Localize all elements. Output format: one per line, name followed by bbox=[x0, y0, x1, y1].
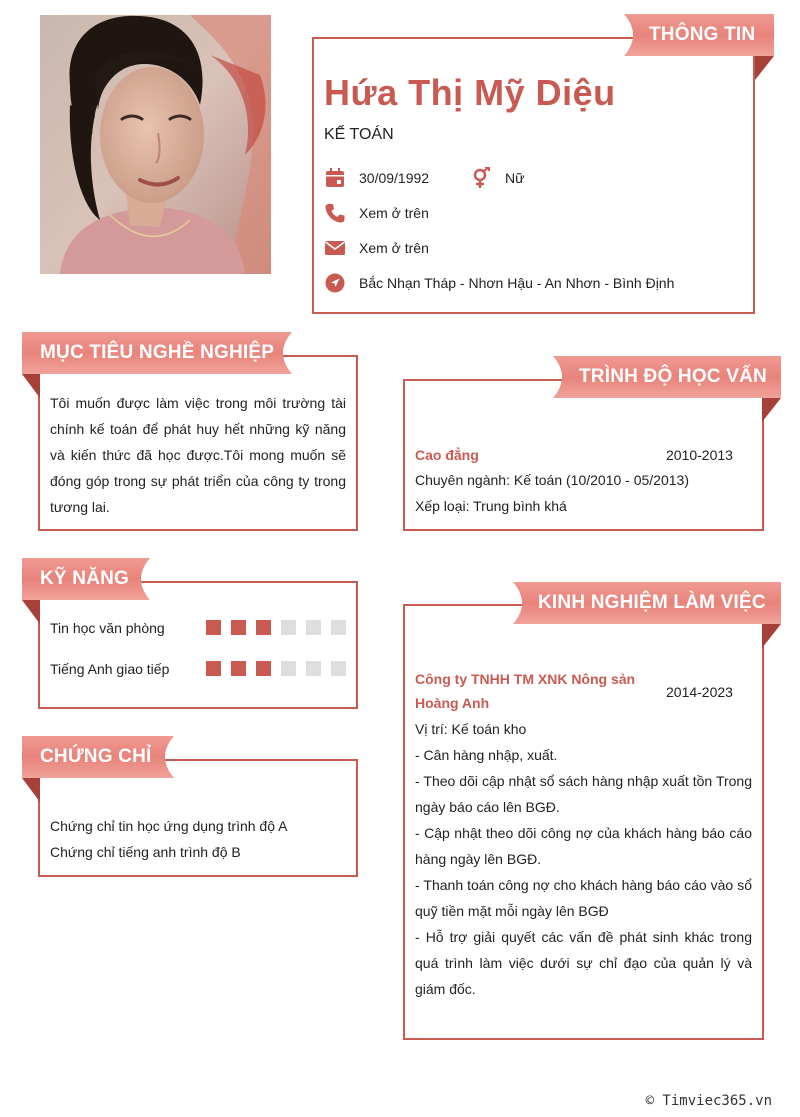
email-value: Xem ở trên bbox=[359, 240, 429, 256]
certificates-section-ribbon bbox=[22, 736, 174, 784]
skill-level-empty bbox=[281, 661, 296, 676]
profile-photo bbox=[40, 15, 271, 274]
education-grade: Xếp loại: Trung bình khá bbox=[415, 498, 567, 514]
skills-section-title: KỸ NĂNG bbox=[40, 568, 130, 589]
education-school: Cao đẳng bbox=[415, 447, 479, 463]
certificates-section-title: CHỨNG CHỈ bbox=[40, 746, 152, 767]
skill-level-empty bbox=[306, 620, 321, 635]
birthday-row bbox=[324, 167, 429, 189]
objective-section-title: MỤC TIÊU NGHỀ NGHIỆP bbox=[40, 342, 275, 363]
skill-level-filled bbox=[231, 620, 246, 635]
address-row bbox=[324, 272, 674, 294]
candidate-name: Hứa Thị Mỹ Diệu bbox=[324, 72, 616, 113]
phone-icon bbox=[324, 202, 346, 224]
experience-position: Vị trí: Kế toán kho bbox=[415, 721, 527, 737]
skill-level-empty bbox=[331, 661, 346, 676]
skill-label: Tiếng Anh giao tiếp bbox=[50, 661, 170, 677]
experience-company-line1: Công ty TNHH TM XNK Nông sản bbox=[415, 671, 636, 687]
certificate-item: Chứng chỉ tiếng anh trình độ B bbox=[50, 844, 241, 860]
skill-level-filled bbox=[206, 661, 221, 676]
skill-level-filled bbox=[206, 620, 221, 635]
experience-duties: - Cân hàng nhập, xuất. - Theo dõi cập nhật sổ sách hàng nhập xuất tồn Trong ngày báo cáo lên BGĐ. - Cập nhật theo dõi công nợ của khách hàng báo cáo hàng ngày lên BGĐ. - Thanh toán công nợ cho khách hàng báo cáo vào sổ quỹ tiền mặt mỗi ngày lên BGĐ - Hỗ trợ giải quyết các vấn đề phát sinh khác trong quá trình làm việc dưới sự chỉ đạo của quản lý và giám đốc. bbox=[415, 747, 752, 997]
gender-row bbox=[470, 167, 524, 189]
education-section-ribbon bbox=[553, 356, 781, 404]
skill-rating bbox=[206, 620, 356, 635]
skills-section-ribbon bbox=[22, 558, 150, 606]
objective-section-ribbon bbox=[22, 332, 292, 380]
email-icon bbox=[324, 237, 346, 259]
address-value: Bắc Nhạn Tháp - Nhơn Hậu - An Nhơn - Bình Định bbox=[359, 275, 675, 291]
footer-watermark: © Timviec365.vn bbox=[645, 1093, 772, 1109]
phone-value: Xem ở trên bbox=[359, 205, 429, 221]
skill-level-filled bbox=[256, 661, 271, 676]
skill-level-filled bbox=[256, 620, 271, 635]
education-section-title: TRÌNH ĐỘ HỌC VẤN bbox=[579, 366, 767, 387]
experience-section-ribbon bbox=[513, 582, 781, 630]
education-period: 2010-2013 bbox=[666, 447, 733, 463]
experience-section-title: KINH NGHIỆM LÀM VIỆC bbox=[538, 592, 766, 613]
calendar-icon bbox=[324, 167, 346, 189]
experience-period: 2014-2023 bbox=[666, 684, 733, 700]
skill-rating bbox=[206, 661, 356, 676]
gender-icon bbox=[470, 167, 492, 189]
skill-level-empty bbox=[281, 620, 296, 635]
location-arrow-icon bbox=[324, 272, 346, 294]
skill-row bbox=[50, 618, 350, 638]
experience-company-line2: Hoàng Anh bbox=[415, 695, 490, 711]
skill-level-filled bbox=[231, 661, 246, 676]
email-row bbox=[324, 237, 429, 259]
skill-level-empty bbox=[331, 620, 346, 635]
info-section-ribbon bbox=[624, 14, 774, 62]
gender-value: Nữ bbox=[505, 170, 525, 186]
birthday-value: 30/09/1992 bbox=[359, 170, 430, 186]
objective-text: Tôi muốn được làm việc trong môi trường tài chính kế toán để phát huy hết những kỹ năng và kiến thức đã học được.Tôi mong muốn sẽ đóng góp trong sự phát triển của công ty trong tương lai. bbox=[50, 395, 346, 515]
skill-level-empty bbox=[306, 661, 321, 676]
skill-label: Tin học văn phòng bbox=[50, 620, 165, 636]
info-section-title: THÔNG TIN bbox=[649, 24, 756, 45]
phone-row bbox=[324, 202, 429, 224]
skill-row bbox=[50, 659, 350, 679]
certificate-item: Chứng chỉ tin học ứng dụng trình độ A bbox=[50, 818, 288, 834]
job-title: KẾ TOÁN bbox=[324, 126, 394, 143]
education-major: Chuyên ngành: Kế toán (10/2010 - 05/2013) bbox=[415, 472, 689, 488]
